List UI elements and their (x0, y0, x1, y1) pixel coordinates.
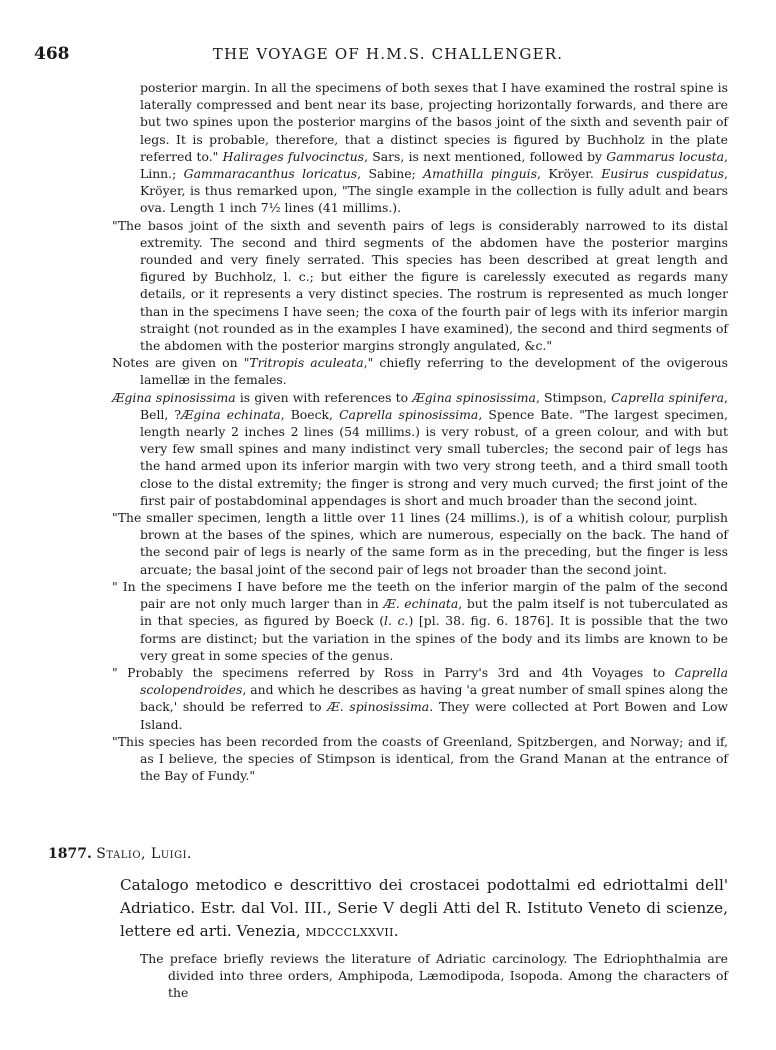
running-title: THE VOYAGE OF H.M.S. CHALLENGER. (212, 45, 564, 63)
entry-author: Stalio, Luigi. (96, 846, 192, 862)
paragraph-8: "This species has been recorded from the coasts of Greenland, Spitzbergen, and Norway; and if, as I believe, the species of Stimpson is identical, from the Grand Manan at the entrance of the Bay of Fundy." (112, 733, 728, 784)
paragraph-5: "The smaller specimen, length a little over 11 lines (24 millims.), is of a whitish colour, purplish brown at the bases of the spines, which are numerous, especially on the back. The hand of the second pair of legs is nearly of the same form as in the preceding, but the finger is less arcuate; the basal joint of the second pair of legs not broader than the second joint. (112, 510, 728, 577)
entry-title: Catalogo metodico e descrittivo dei crostacei podottalmi ed edriottalmi dell' Adriatico. Estr. dal Vol. III., Serie V degli Atti del R. Istituto Veneto di scienze, lettere ed arti. Venezia, mdccclxxvii. (120, 876, 728, 940)
paragraph-3: Notes are given on "Tritropis aculeata," chiefly referring to the development of the ovigerous lamellæ in the females. (112, 355, 728, 388)
paragraph-6: " In the specimens I have before me the teeth on the inferior margin of the palm of the second pair are not only much larger than in Æ. echinata, but the palm itself is not tuberculated as in that species, as figured by Boeck (l. c.) [pl. 38. fig. 6. 1876]. It is possible that the two forms are distinct; but the variation in the spines of the body and its limbs are known to be very great in some species of the genus. (112, 578, 729, 663)
entry-year-roman: mdccclxxvii. (305, 922, 399, 940)
paragraph-2: "The basos joint of the sixth and seventh pairs of legs is considerably narrowed to its distal extremity. The second and third segments of the abdomen have the posterior margins rounded and very finely serrated. This species has been described at great length and figured by Buchholz, l. c.; but either the figure is carelessly executed as regards many details, or it represents a very distinct species. The rostrum is represented as much longer than in the specimens I have seen; the coxa of the fourth pair of legs with its inferior margin straight (not rounded as in the examples I have examined), the second and third segments of the abdomen with the posterior margins strongly angulated, &c." (112, 217, 728, 354)
entry-year: 1877. (48, 846, 92, 862)
entry-preface: The preface briefly reviews the literature of Adriatic carcinology. The Edriophthalmia are divided into three orders, Amphipoda, Læmodipoda, Isopoda. Among the characters of the (140, 951, 728, 1001)
main-text (112, 79, 729, 784)
page-header (34, 44, 742, 66)
paragraph-7: " Probably the specimens referred by Ross in Parry's 3rd and 4th Voyages to Caprella scolopendroides, and which he describes as having 'a great number of small spines along the back,' should be referred to Æ. spinosissima. They were collected at Port Bowen and Low Island. (112, 664, 729, 732)
bibliography-entry-heading (48, 846, 192, 862)
page-number: 468 (34, 44, 70, 64)
paragraph-4: Ægina spinosissima is given with references to Ægina spinosissima, Stimpson, Caprella spinifera, Bell, ?Ægina echinata, Boeck, Caprella spinosissima, Spence Bate. "The largest specimen, length nearly 2 inches 2 lines (54 millims.) is very robust, of a green colour, and with but very few small spines and many indistinct very small tubercles; the second pair of legs has the hand armed upon its inferior margin with two very strong teeth, and a third small tooth close to the distal extremity; the finger is strong and very much curved; the first joint of the first pair of postabdominal appendages is short and much broader than the second joint. (112, 389, 729, 508)
paragraph-1: posterior margin. In all the specimens of both sexes that I have examined the rostral spine is laterally compressed and bent near its base, projecting horizontally forwards, and there are but two spines upon the posterior margins of the basos joint of the sixth and seventh pair of legs. It is probable, therefore, that a distinct species is figured by Buchholz in the plate referred to." Halirages fulvocinctus, Sars, is next mentioned, followed by Gammarus locusta, Linn.; Gammaracanthus loricatus, Sabine; Amathilla pinguis, Kröyer. Eusirus cuspidatus, Kröyer, is thus remarked upon, "The single example in the collection is fully adult and bears ova. Length 1 inch 7½ lines (41 millims.). (140, 80, 728, 216)
